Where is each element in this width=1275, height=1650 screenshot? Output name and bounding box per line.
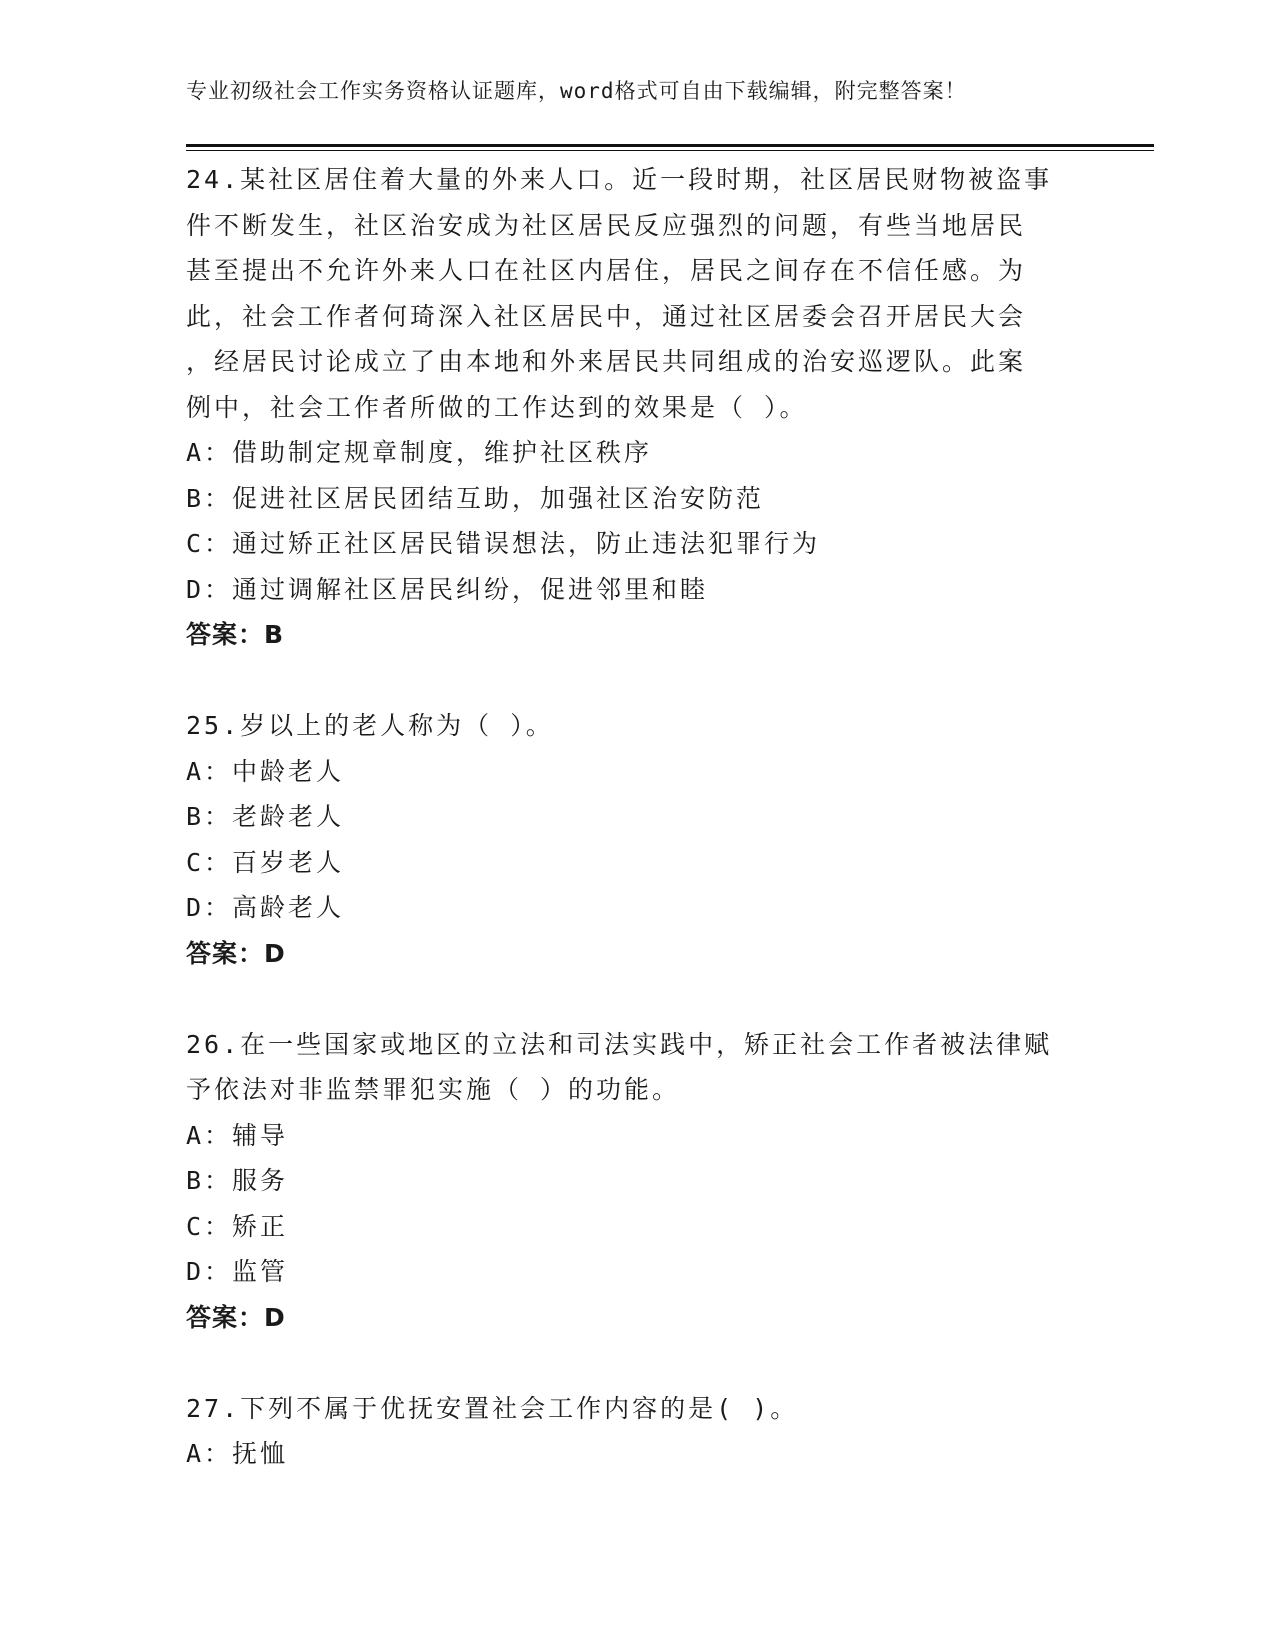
question-line: 甚至提出不允许外来人口在社区内居住，居民之间存在不信任感。为 [186, 256, 1027, 285]
answer: 答案：B [186, 620, 285, 649]
question-line: 例中，社会工作者所做的工作达到的效果是（ ）。 [186, 392, 808, 422]
question-list [186, 157, 1086, 1477]
page-header: 专业初级社会工作实务资格认证题库，word格式可自由下载编辑，附完整答案！ [186, 79, 967, 103]
header-rule-thick [186, 144, 1154, 147]
question-spacer [186, 976, 1086, 1022]
question-line: 件不断发生，社区治安成为社区居民反应强烈的问题，有些当地居民 [186, 210, 1027, 240]
question-24 [186, 157, 1086, 658]
question-line: 予依法对非监禁罪犯实施（ ）的功能。 [186, 1075, 681, 1104]
question-line: 27.下列不属于优抚安置社会工作内容的是( )。 [186, 1393, 799, 1423]
option-d: D：监管 [186, 1257, 289, 1286]
option-a: A：辅导 [186, 1120, 289, 1150]
option-b: B：老龄老人 [186, 802, 345, 831]
option-a: A：中龄老人 [186, 756, 345, 786]
option-d: D：高龄老人 [186, 893, 345, 922]
question-line: ，经居民讨论成立了由本地和外来居民共同组成的治安巡逻队。此案 [186, 347, 1027, 376]
option-b: B：服务 [186, 1166, 289, 1195]
question-line: 24.某社区居住着大量的外来人口。近一段时期，社区居民财物被盗事 [186, 165, 1053, 194]
answer: 答案：D [186, 1302, 286, 1332]
question-line: 25.岁以上的老人称为（ ）。 [186, 711, 554, 740]
question-line: 此，社会工作者何琦深入社区居民中，通过社区居委会召开居民大会 [186, 301, 1027, 331]
option-a: A：借助制定规章制度，维护社区秩序 [186, 438, 653, 467]
question-26 [186, 1022, 1086, 1341]
answer: 答案：D [186, 938, 286, 968]
option-c: C：矫正 [186, 1211, 289, 1241]
question-spacer [186, 1340, 1086, 1386]
option-d: D：通过调解社区居民纠纷，促进邻里和睦 [186, 574, 709, 604]
question-spacer [186, 658, 1086, 704]
question-25 [186, 703, 1086, 976]
option-c: C：通过矫正社区居民错误想法，防止违法犯罪行为 [186, 529, 821, 558]
option-c: C：百岁老人 [186, 847, 345, 877]
option-b: B：促进社区居民团结互助，加强社区治安防范 [186, 483, 765, 513]
header-rule-thin [186, 150, 1154, 151]
question-27 [186, 1386, 1086, 1477]
option-a: A：抚恤 [186, 1439, 289, 1468]
question-line: 26.在一些国家或地区的立法和司法实践中，矫正社会工作者被法律赋 [186, 1029, 1053, 1059]
